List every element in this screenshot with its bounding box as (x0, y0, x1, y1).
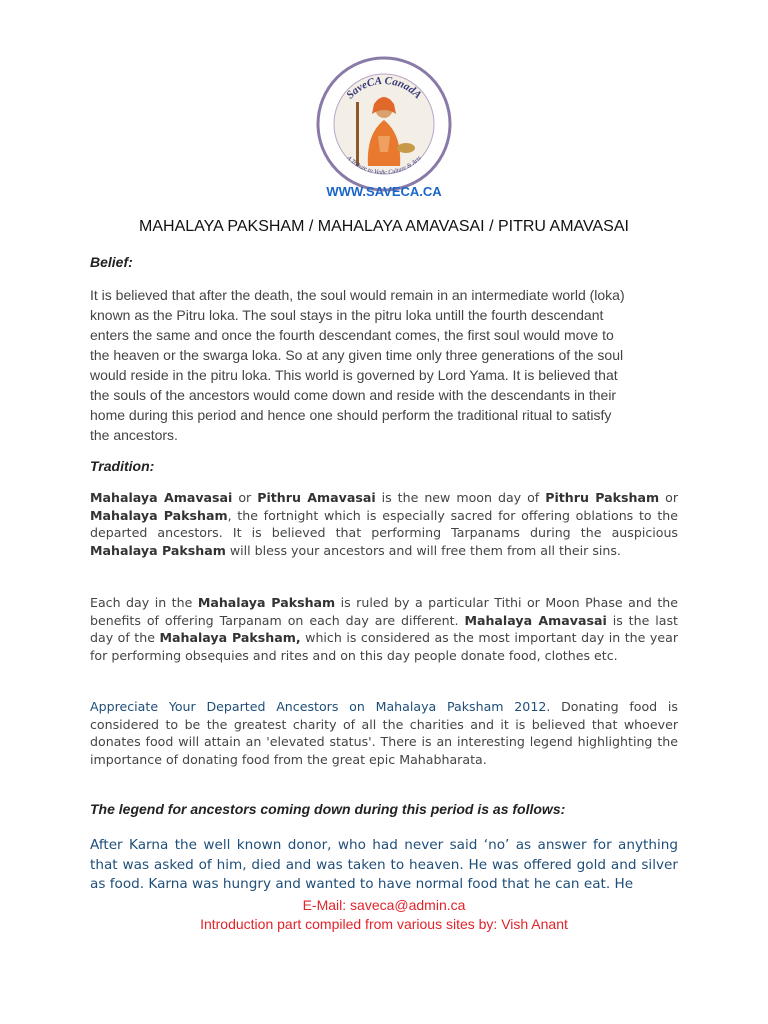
text: is ruled by a particular Tithi or Moon Phase and the benefits of offering Tarpanam on each day are different. (90, 595, 678, 628)
appreciate-link-text: Appreciate Your Departed Ancestors on (90, 699, 376, 714)
text: Each day in the (90, 595, 198, 610)
legend-heading: The legend for ancestors coming down during this period is as follows: (90, 801, 566, 817)
term-mahalaya-paksham: Mahalaya Paksham (90, 507, 228, 523)
belief-line: It is believed that after the death, the soul would remain in an intermediate world (loka) (90, 287, 625, 303)
text: . Donating food is considered to be the greatest charity of all the charities and it is believed that whoever donates food will attain an 'elevated status'. There is an interesting legend highlighting the importance of donating food from the great epic Mahabharata. (90, 699, 678, 767)
footer-email[interactable]: E-Mail: saveca@admin.ca (302, 897, 466, 913)
belief-line: would reside in the pitru loka. This world is governed by Lord Yama. It is believed that (90, 367, 618, 383)
tradition-paragraph-3 (90, 698, 678, 768)
footer-credit: Introduction part compiled from various sites by: Vish Anant (200, 916, 568, 932)
text: or (232, 490, 258, 505)
text: which is considered as the most important day in the year for performing obsequies and rites and on this day people donate food, clothes etc. (90, 630, 679, 663)
saveca-logo (316, 56, 452, 192)
logo-top-text: SaveCA CanadA (344, 74, 424, 102)
belief-line: the heaven or the swarga loka. So at any given time only three generations of the soul (90, 347, 624, 363)
belief-line: the souls of the ancestors would come down and reside with the descendants in their (90, 387, 617, 403)
text: is the last day of the (90, 612, 678, 645)
karna-paragraph: After Karna the well known donor, who had never said ‘no’ as answer for anything that was asked of him, died and was taken to heaven. He was offered gold and silver as food. Karna was hungry and wanted to have normal food that he can eat. He (90, 837, 678, 892)
belief-line: home during this period and hence one should perform the traditional ritual to satisfy (90, 407, 612, 423)
logo-bottom-text: A Tribute to Vedic Culture & Arts (345, 154, 423, 177)
website-link[interactable]: WWW.SAVECA.CA (326, 184, 442, 199)
term-mahalaya-paksham: Mahalaya Paksham, (159, 630, 301, 645)
term-mahalaya-paksham: Mahalaya Paksham (90, 542, 226, 558)
text: is the new moon day of (375, 490, 546, 505)
term-mahalaya-amavasai: Mahalaya Amavasai (464, 612, 607, 628)
term-pithru-amavasai: Pithru Amavasai (257, 490, 376, 505)
belief-line: enters the same and once the fourth descendant comes, the first soul would move to (90, 327, 614, 343)
mahalaya-paksham-2012-text: Mahalaya Paksham 2012 (375, 699, 547, 714)
text: or (659, 490, 678, 505)
tradition-paragraph-1 (90, 489, 678, 559)
tradition-heading: Tradition: (90, 458, 155, 474)
term-mahalaya-paksham: Mahalaya Paksham (197, 595, 336, 610)
text: , the fortnight which is especially sacred for offering oblations to the departed ancestors. It is believed that performing Tarpanams during the auspicious (90, 507, 678, 540)
text: will bless your ancestors and will free them from all their sins. (225, 542, 621, 558)
page-title: MAHALAYA PAKSHAM / MAHALAYA AMAVASAI / PITRU AMAVASAI (139, 218, 629, 235)
belief-line: the ancestors. (90, 427, 178, 443)
term-pithru-paksham: Pithru Paksham (545, 490, 660, 505)
belief-line: known as the Pitru loka. The soul stays in the pitru loka untill the fourth descendant (90, 307, 604, 323)
term-mahalaya-amavasai: Mahalaya Amavasai (90, 490, 233, 505)
belief-heading: Belief: (90, 254, 133, 270)
tradition-paragraph-2 (90, 594, 678, 664)
